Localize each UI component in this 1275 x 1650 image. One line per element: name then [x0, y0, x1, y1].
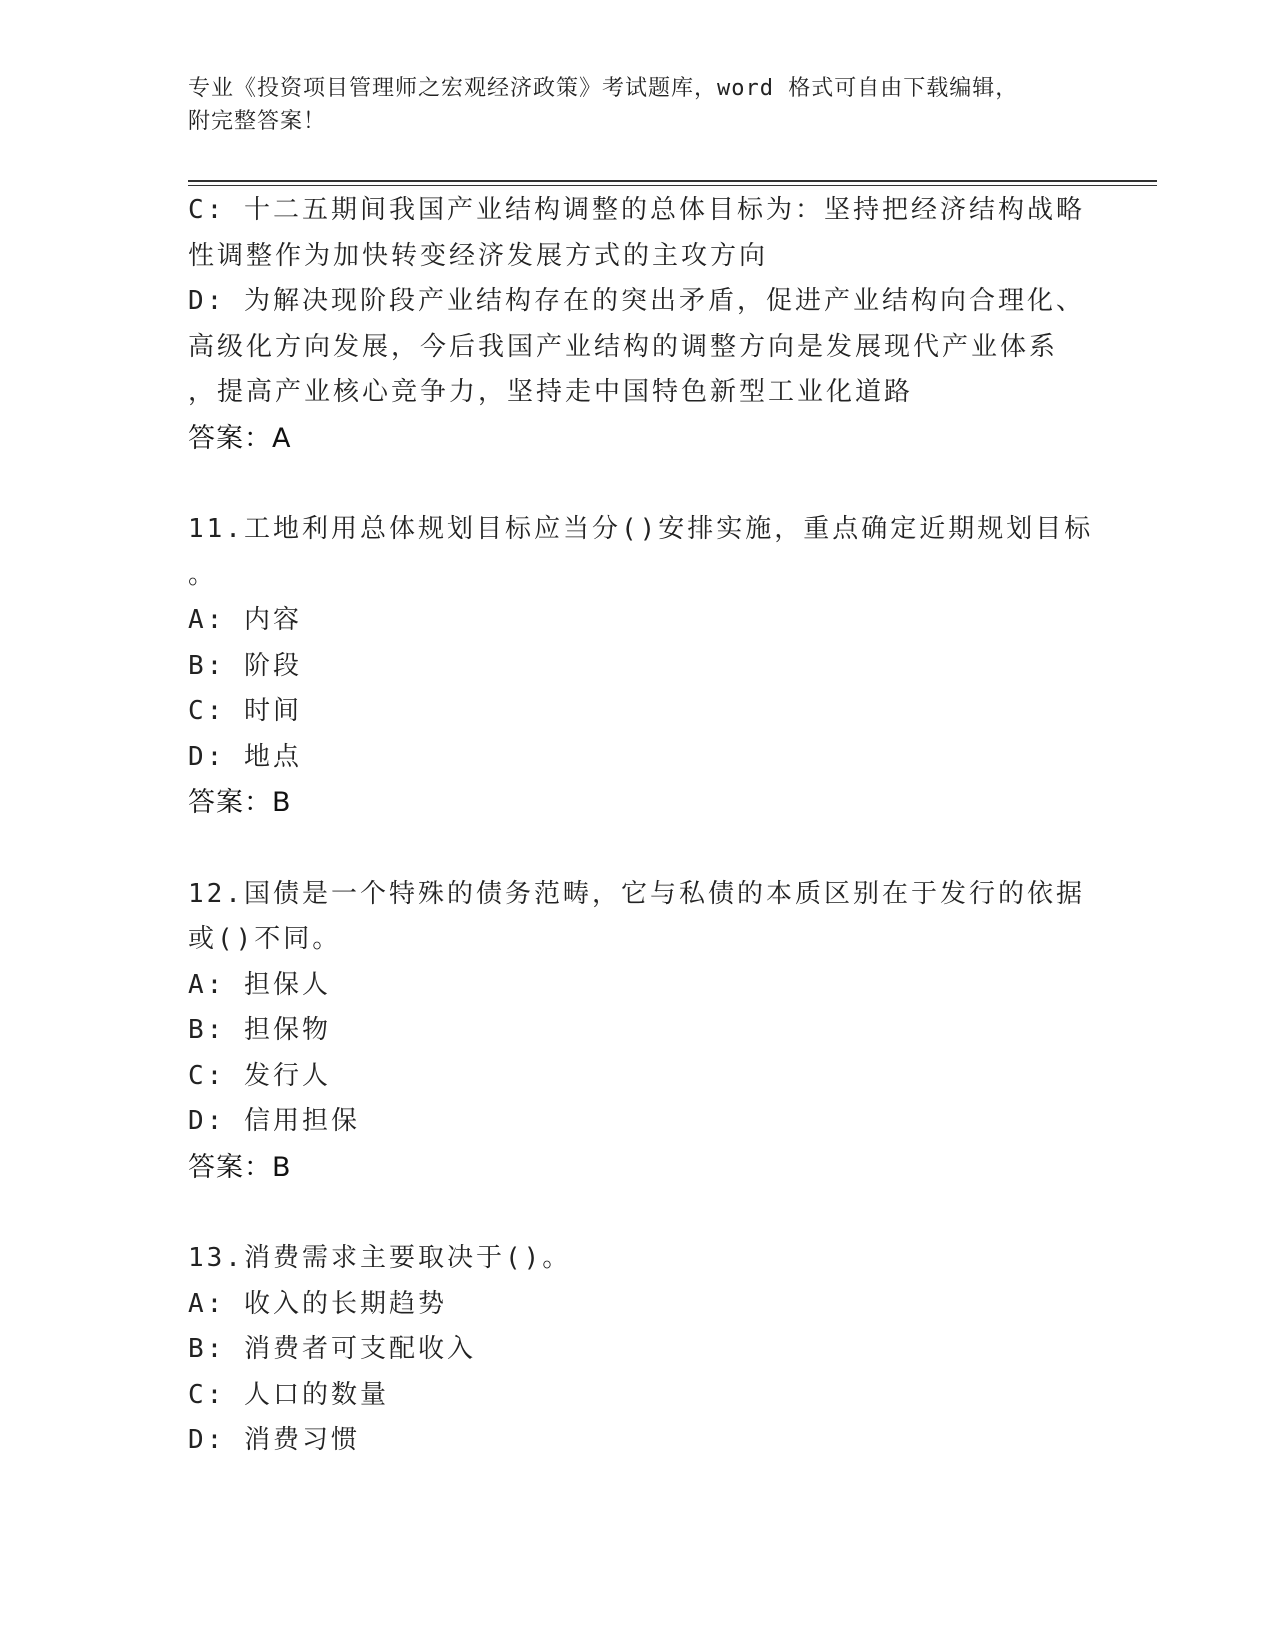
spacer: [188, 461, 1088, 507]
option-c-line: 性调整作为加快转变经济发展方式的主攻方向: [188, 240, 769, 271]
answer-text: 答案：B: [188, 787, 292, 818]
question-block-10: [188, 188, 1088, 461]
option-a: A: 担保人: [188, 969, 331, 1000]
question-stem: 11.工地利用总体规划目标应当分()安排实施，重点确定近期规划目标: [188, 514, 1094, 544]
option-d: D: 信用担保: [188, 1106, 360, 1136]
option-d: D: 地点: [188, 741, 302, 772]
question-list: [188, 188, 1094, 1464]
option-c-line: C: 十二五期间我国产业结构调整的总体目标为：坚持把经济结构战略: [188, 195, 1085, 225]
answer-text: 答案：B: [188, 1151, 292, 1183]
option-b: B: 消费者可支配收入: [188, 1334, 476, 1364]
question-block-11: [188, 507, 1094, 826]
question-stem: 或()不同。: [188, 924, 342, 954]
option-a: A: 内容: [188, 605, 302, 635]
option-c: C: 人口的数量: [188, 1379, 389, 1410]
header-title-line-1: 专业《投资项目管理师之宏观经济政策》考试题库，word 格式可自由下载编辑，: [188, 76, 1019, 101]
question-stem: 。: [188, 559, 218, 590]
header-divider-thick: [188, 180, 1157, 182]
header-title-line-2: 附完整答案！: [188, 109, 327, 134]
question-block-12: [188, 872, 1088, 1191]
spacer: [188, 1190, 1088, 1236]
header-divider-thin: [188, 185, 1157, 186]
option-d-line: ，提高产业核心竞争力，坚持走中国特色新型工业化道路: [188, 377, 914, 407]
option-b: B: 阶段: [188, 650, 302, 681]
option-d-line: 高级化方向发展，今后我国产业结构的调整方向是发展现代产业体系: [188, 331, 1059, 362]
answer-text: 答案：A: [188, 422, 292, 454]
option-a: A: 收入的长期趋势: [188, 1288, 447, 1319]
question-stem: 12.国债是一个特殊的债务范畴，它与私债的本质区别在于发行的依据: [188, 878, 1085, 909]
question-stem: 13.消费需求主要取决于()。: [188, 1243, 572, 1273]
document-header: [188, 72, 1088, 138]
option-d: D: 消费习惯: [188, 1425, 360, 1455]
question-block-13: [188, 1236, 1088, 1464]
option-c: C: 发行人: [188, 1060, 331, 1091]
option-c: C: 时间: [188, 696, 302, 726]
option-d-line: D: 为解决现阶段产业结构存在的突出矛盾，促进产业结构向合理化、: [188, 286, 1085, 316]
option-b: B: 担保物: [188, 1015, 331, 1045]
spacer: [188, 826, 1088, 872]
